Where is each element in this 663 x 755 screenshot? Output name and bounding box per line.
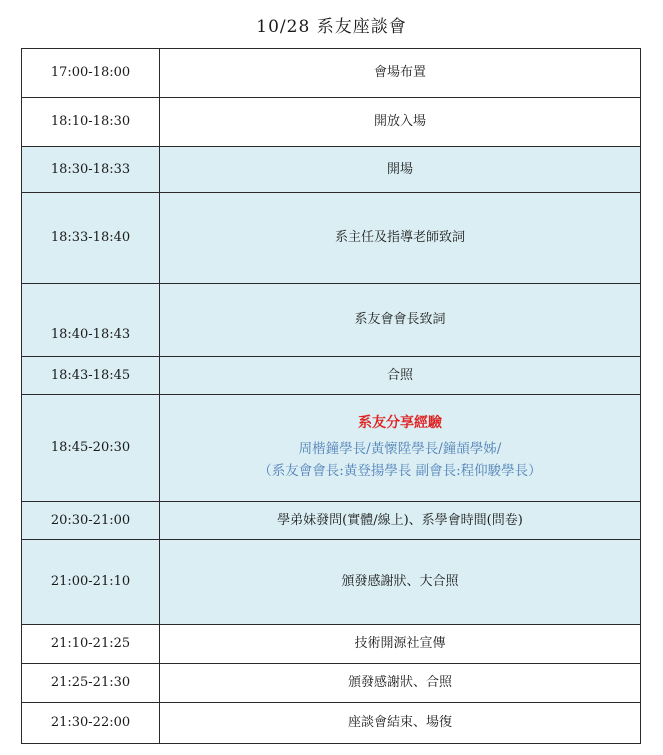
time-cell: 21:00-21:10: [22, 540, 160, 625]
time-cell: 18:10-18:30: [22, 98, 160, 147]
time-cell: 20:30-21:00: [22, 502, 160, 540]
speaker-list: 周楷鐘學長/黃懷陞學長/鐘頡學姊/: [298, 441, 502, 457]
time-cell: 18:45-20:30: [22, 395, 160, 502]
time-cell: 21:10-21:25: [22, 625, 160, 664]
event-cell: 系友會會長致詞: [160, 284, 641, 357]
time-cell: 18:33-18:40: [22, 193, 160, 284]
event-cell: 學弟妹發問(實體/線上)、系學會時間(問卷): [160, 502, 641, 540]
table-row: [22, 284, 641, 357]
page-title: 10/28 系友座談會: [256, 17, 407, 37]
highlight-title: 系友分享經驗: [358, 415, 442, 431]
table-row: [22, 98, 641, 147]
table-row: [22, 664, 641, 703]
event-cell: 合照: [160, 357, 641, 395]
table-row: [22, 193, 641, 284]
table-row: [22, 502, 641, 540]
table-row: [22, 625, 641, 664]
event-cell: 開放入場: [160, 98, 641, 147]
event-cell: 會場布置: [160, 49, 641, 98]
table-row: [22, 49, 641, 98]
event-cell: 座談會結束、場復: [160, 703, 641, 744]
event-cell: 系主任及指導老師致詞: [160, 193, 641, 284]
time-cell: 17:00-18:00: [22, 49, 160, 98]
event-cell: 技術開源社宣傳: [160, 625, 641, 664]
schedule-table: [21, 48, 641, 744]
event-cell: 頒發感謝狀、合照: [160, 664, 641, 703]
table-row: [22, 147, 641, 193]
table-row: [22, 703, 641, 744]
event-cell: 開場: [160, 147, 641, 193]
table-row: [22, 540, 641, 625]
table-row: [22, 357, 641, 395]
time-cell: 18:40-18:43: [22, 284, 160, 357]
time-cell: 18:43-18:45: [22, 357, 160, 395]
event-cell: 頒發感謝狀、大合照: [160, 540, 641, 625]
officer-list: （系友會會長:黃登揚學長 副會長:程仰駿學長）: [258, 463, 542, 479]
time-cell: 18:30-18:33: [22, 147, 160, 193]
time-cell: 21:30-22:00: [22, 703, 160, 744]
table-row: [22, 395, 641, 502]
event-cell: [160, 395, 641, 502]
time-cell: 21:25-21:30: [22, 664, 160, 703]
